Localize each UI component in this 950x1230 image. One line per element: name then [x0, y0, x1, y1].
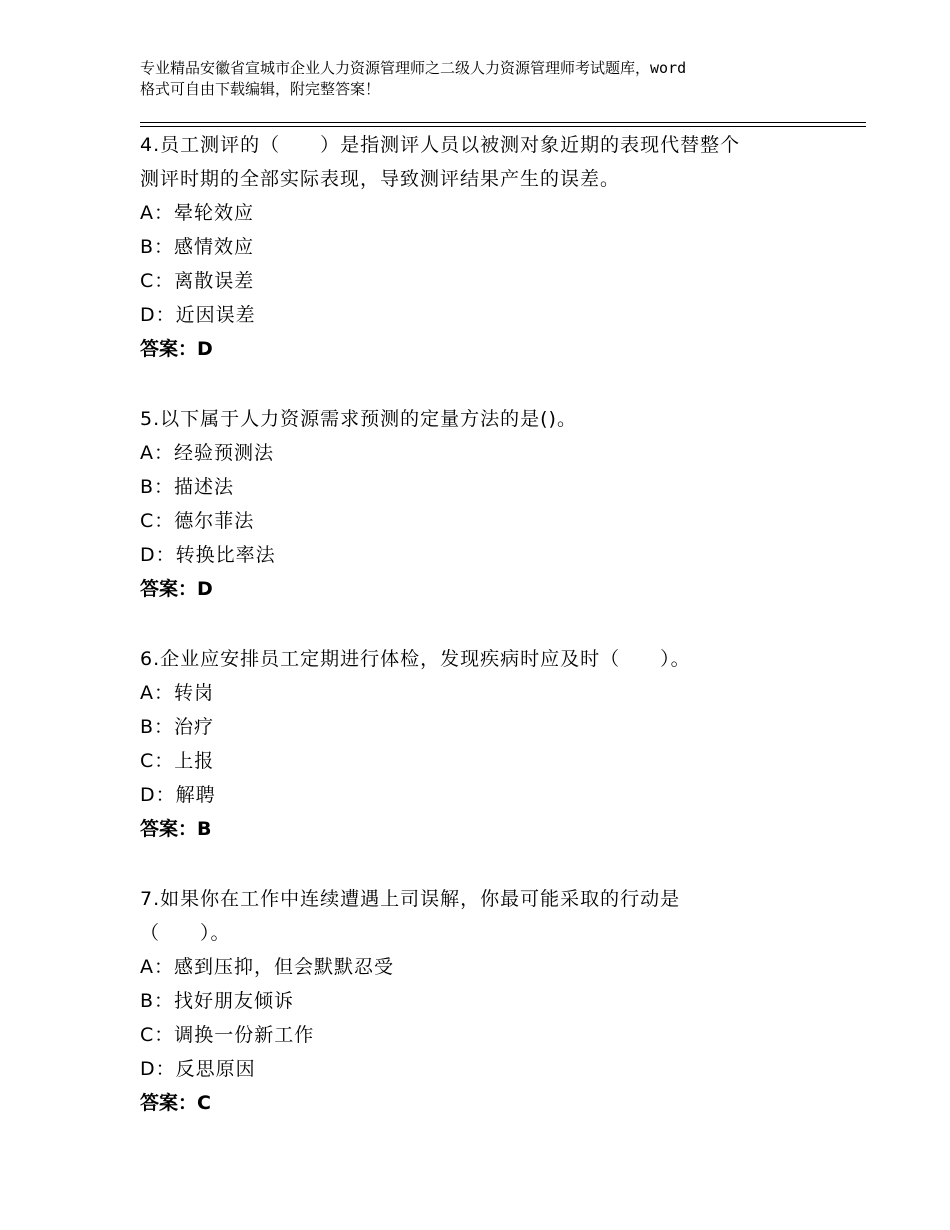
- question-5: [140, 402, 866, 606]
- option-c: C：德尔菲法: [140, 510, 255, 532]
- answer: 答案：D: [140, 578, 213, 600]
- option-d: D：解聘: [140, 784, 216, 806]
- question-4: [140, 128, 866, 366]
- question-stem: 6.企业应安排员工定期进行体检，发现疾病时应及时（ ）。: [140, 648, 691, 670]
- question-stem: 4.员工测评的（ ）是指测评人员以被测对象近期的表现代替整个: [140, 134, 741, 156]
- header-line-1: 专业精品安徽省宣城市企业人力资源管理师之二级人力资源管理师考试题库，word: [140, 59, 687, 77]
- option-a: A：经验预测法: [140, 442, 274, 464]
- answer: 答案：D: [140, 338, 213, 360]
- answer: 答案：B: [140, 818, 212, 840]
- header-divider-bottom: [140, 126, 866, 127]
- option-b: B：找好朋友倾诉: [140, 990, 295, 1012]
- question-stem: （ ）。: [140, 922, 231, 944]
- question-stem: 7.如果你在工作中连续遭遇上司误解，你最可能采取的行动是: [140, 888, 681, 910]
- option-c: C：离散误差: [140, 270, 255, 292]
- header-divider-top: [140, 122, 866, 123]
- option-b: B：感情效应: [140, 236, 255, 258]
- option-d: D：转换比率法: [140, 544, 276, 566]
- header-line-2: 格式可自由下载编辑，附完整答案！: [140, 80, 381, 98]
- question-stem: 测评时期的全部实际表现，导致测评结果产生的误差。: [140, 168, 621, 190]
- document-header: [140, 58, 820, 100]
- option-b: B：描述法: [140, 476, 235, 498]
- option-c: C：上报: [140, 750, 215, 772]
- question-list: [140, 128, 866, 1156]
- question-6: [140, 642, 866, 846]
- option-d: D：近因误差: [140, 304, 256, 326]
- option-c: C：调换一份新工作: [140, 1024, 315, 1046]
- option-a: A：晕轮效应: [140, 202, 254, 224]
- answer: 答案：C: [140, 1092, 211, 1114]
- option-a: A：转岗: [140, 682, 214, 704]
- question-7: [140, 882, 866, 1120]
- option-b: B：治疗: [140, 716, 215, 738]
- question-stem: 5.以下属于人力资源需求预测的定量方法的是()。: [140, 408, 577, 430]
- option-d: D：反思原因: [140, 1058, 256, 1080]
- option-a: A：感到压抑，但会默默忍受: [140, 956, 394, 978]
